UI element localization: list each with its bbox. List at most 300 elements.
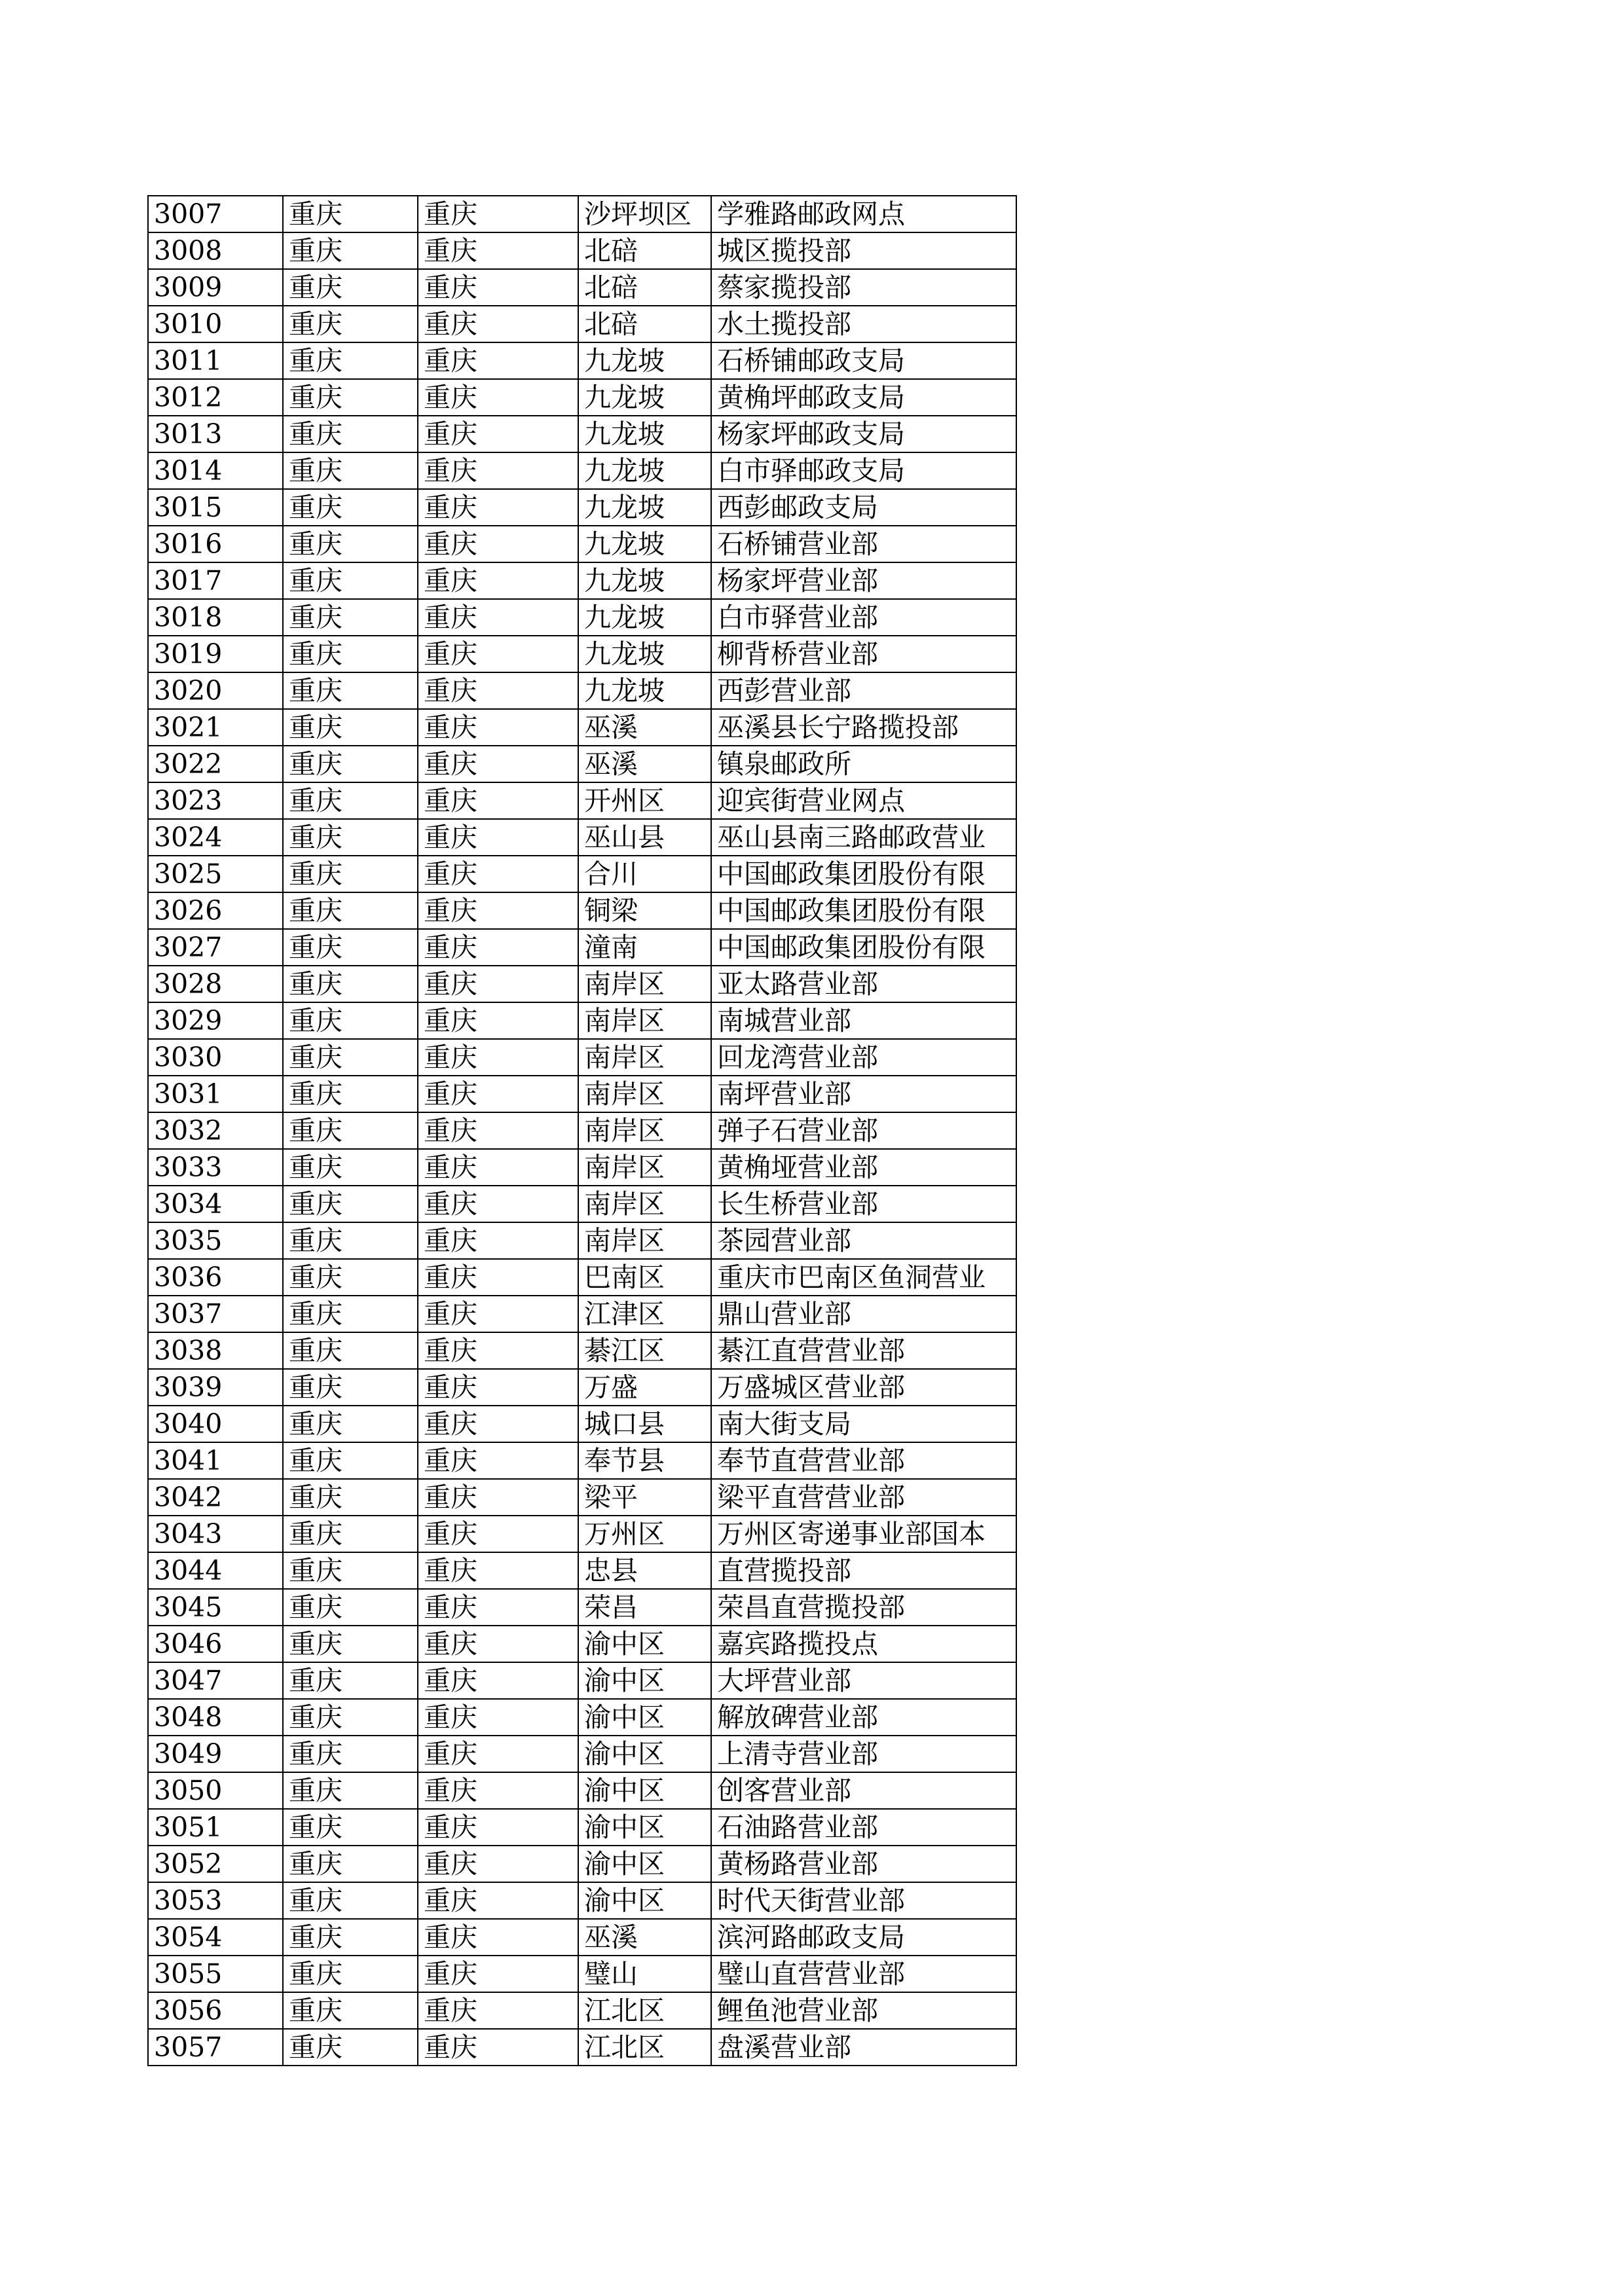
id-cell: 3027 — [148, 929, 283, 966]
outlet-name-cell: 万州区寄递事业部国本 — [711, 1516, 1016, 1552]
city-cell: 重庆 — [418, 452, 578, 489]
id-cell: 3013 — [148, 416, 283, 452]
table-row — [148, 1002, 1016, 1039]
id-cell: 3008 — [148, 232, 283, 269]
id-cell: 3022 — [148, 746, 283, 782]
province-cell: 重庆 — [283, 636, 418, 672]
district-cell: 璧山 — [578, 1956, 711, 1992]
city-cell: 重庆 — [418, 1699, 578, 1736]
province-cell: 重庆 — [283, 342, 418, 379]
province-cell: 重庆 — [283, 1699, 418, 1736]
id-cell: 3054 — [148, 1919, 283, 1956]
table-row — [148, 1259, 1016, 1296]
outlet-name-cell: 柳背桥营业部 — [711, 636, 1016, 672]
province-cell: 重庆 — [283, 966, 418, 1002]
city-cell: 重庆 — [418, 1846, 578, 1882]
outlet-name-cell: 西彭营业部 — [711, 672, 1016, 709]
id-cell: 3045 — [148, 1589, 283, 1626]
table-row — [148, 599, 1016, 636]
outlet-name-cell: 石油路营业部 — [711, 1809, 1016, 1846]
table-row — [148, 1736, 1016, 1772]
outlet-name-cell: 滨河路邮政支局 — [711, 1919, 1016, 1956]
province-cell: 重庆 — [283, 306, 418, 342]
table-row — [148, 1222, 1016, 1259]
city-cell: 重庆 — [418, 1992, 578, 2029]
province-cell: 重庆 — [283, 1039, 418, 1076]
outlet-name-cell: 中国邮政集团股份有限 — [711, 892, 1016, 929]
id-cell: 3019 — [148, 636, 283, 672]
province-cell: 重庆 — [283, 929, 418, 966]
city-cell: 重庆 — [418, 782, 578, 819]
district-cell: 渝中区 — [578, 1662, 711, 1699]
district-cell: 九龙坡 — [578, 452, 711, 489]
outlet-name-cell: 中国邮政集团股份有限 — [711, 929, 1016, 966]
id-cell: 3046 — [148, 1626, 283, 1662]
district-cell: 渝中区 — [578, 1772, 711, 1809]
id-cell: 3053 — [148, 1882, 283, 1919]
outlet-name-cell: 城区揽投部 — [711, 232, 1016, 269]
table-row — [148, 232, 1016, 269]
table-row — [148, 306, 1016, 342]
district-cell: 合川 — [578, 856, 711, 892]
id-cell: 3015 — [148, 489, 283, 526]
province-cell: 重庆 — [283, 379, 418, 416]
district-cell: 江北区 — [578, 2029, 711, 2066]
outlet-name-cell: 回龙湾营业部 — [711, 1039, 1016, 1076]
outlet-name-cell: 西彭邮政支局 — [711, 489, 1016, 526]
table-row — [148, 416, 1016, 452]
outlet-name-cell: 盘溪营业部 — [711, 2029, 1016, 2066]
district-cell: 城口县 — [578, 1406, 711, 1442]
city-cell: 重庆 — [418, 819, 578, 856]
province-cell: 重庆 — [283, 1589, 418, 1626]
province-cell: 重庆 — [283, 562, 418, 599]
id-cell: 3037 — [148, 1296, 283, 1332]
id-cell: 3021 — [148, 709, 283, 746]
district-cell: 南岸区 — [578, 1076, 711, 1112]
city-cell: 重庆 — [418, 1002, 578, 1039]
id-cell: 3041 — [148, 1442, 283, 1479]
province-cell: 重庆 — [283, 1882, 418, 1919]
table-row — [148, 1112, 1016, 1149]
province-cell: 重庆 — [283, 1772, 418, 1809]
id-cell: 3055 — [148, 1956, 283, 1992]
district-cell: 九龙坡 — [578, 342, 711, 379]
province-cell: 重庆 — [283, 892, 418, 929]
city-cell: 重庆 — [418, 1039, 578, 1076]
table-row — [148, 966, 1016, 1002]
id-cell: 3028 — [148, 966, 283, 1002]
table-row — [148, 1882, 1016, 1919]
table-row — [148, 379, 1016, 416]
outlet-name-cell: 中国邮政集团股份有限 — [711, 856, 1016, 892]
outlet-name-cell: 白市驿营业部 — [711, 599, 1016, 636]
city-cell: 重庆 — [418, 1736, 578, 1772]
district-cell: 荣昌 — [578, 1589, 711, 1626]
id-cell: 3035 — [148, 1222, 283, 1259]
outlet-name-cell: 迎宾街营业网点 — [711, 782, 1016, 819]
id-cell: 3057 — [148, 2029, 283, 2066]
outlet-name-cell: 黄杨路营业部 — [711, 1846, 1016, 1882]
district-cell: 开州区 — [578, 782, 711, 819]
id-cell: 3042 — [148, 1479, 283, 1516]
province-cell: 重庆 — [283, 856, 418, 892]
outlet-name-cell: 綦江直营营业部 — [711, 1332, 1016, 1369]
district-cell: 九龙坡 — [578, 489, 711, 526]
outlet-name-cell: 石桥铺邮政支局 — [711, 342, 1016, 379]
table-row — [148, 1552, 1016, 1589]
city-cell: 重庆 — [418, 1516, 578, 1552]
district-cell: 九龙坡 — [578, 379, 711, 416]
outlet-name-cell: 杨家坪营业部 — [711, 562, 1016, 599]
outlet-name-cell: 巫山县南三路邮政营业 — [711, 819, 1016, 856]
city-cell: 重庆 — [418, 416, 578, 452]
province-cell: 重庆 — [283, 232, 418, 269]
city-cell: 重庆 — [418, 1406, 578, 1442]
table-row — [148, 709, 1016, 746]
province-cell: 重庆 — [283, 1516, 418, 1552]
id-cell: 3033 — [148, 1149, 283, 1186]
district-cell: 潼南 — [578, 929, 711, 966]
table-row — [148, 819, 1016, 856]
district-cell: 江北区 — [578, 1992, 711, 2029]
district-cell: 南岸区 — [578, 1039, 711, 1076]
table-row — [148, 856, 1016, 892]
id-cell: 3024 — [148, 819, 283, 856]
id-cell: 3043 — [148, 1516, 283, 1552]
id-cell: 3031 — [148, 1076, 283, 1112]
city-cell: 重庆 — [418, 709, 578, 746]
table-row — [148, 1332, 1016, 1369]
province-cell: 重庆 — [283, 819, 418, 856]
city-cell: 重庆 — [418, 1626, 578, 1662]
district-cell: 九龙坡 — [578, 636, 711, 672]
province-cell: 重庆 — [283, 489, 418, 526]
city-cell: 重庆 — [418, 1296, 578, 1332]
province-cell: 重庆 — [283, 1149, 418, 1186]
city-cell: 重庆 — [418, 892, 578, 929]
city-cell: 重庆 — [418, 1882, 578, 1919]
district-cell: 江津区 — [578, 1296, 711, 1332]
id-cell: 3029 — [148, 1002, 283, 1039]
district-cell: 渝中区 — [578, 1882, 711, 1919]
table-row — [148, 672, 1016, 709]
id-cell: 3044 — [148, 1552, 283, 1589]
table-row — [148, 746, 1016, 782]
table-row — [148, 1369, 1016, 1406]
province-cell: 重庆 — [283, 526, 418, 562]
city-cell: 重庆 — [418, 1589, 578, 1626]
district-cell: 渝中区 — [578, 1699, 711, 1736]
province-cell: 重庆 — [283, 1479, 418, 1516]
city-cell: 重庆 — [418, 1956, 578, 1992]
province-cell: 重庆 — [283, 1222, 418, 1259]
city-cell: 重庆 — [418, 929, 578, 966]
district-cell: 南岸区 — [578, 1186, 711, 1222]
table-row — [148, 1516, 1016, 1552]
city-cell: 重庆 — [418, 526, 578, 562]
id-cell: 3011 — [148, 342, 283, 379]
province-cell: 重庆 — [283, 1626, 418, 1662]
city-cell: 重庆 — [418, 1662, 578, 1699]
id-cell: 3009 — [148, 269, 283, 306]
table-row — [148, 1846, 1016, 1882]
district-cell: 巫溪 — [578, 1919, 711, 1956]
outlet-name-cell: 鼎山营业部 — [711, 1296, 1016, 1332]
city-cell: 重庆 — [418, 379, 578, 416]
district-cell: 万盛 — [578, 1369, 711, 1406]
district-cell: 巫溪 — [578, 709, 711, 746]
city-cell: 重庆 — [418, 1186, 578, 1222]
table-row — [148, 1296, 1016, 1332]
table-row — [148, 929, 1016, 966]
outlet-name-cell: 大坪营业部 — [711, 1662, 1016, 1699]
province-cell: 重庆 — [283, 746, 418, 782]
table-body — [148, 196, 1016, 2066]
table-row — [148, 1772, 1016, 1809]
province-cell: 重庆 — [283, 416, 418, 452]
city-cell: 重庆 — [418, 746, 578, 782]
table-row — [148, 562, 1016, 599]
data-table — [147, 195, 1017, 2066]
district-cell: 巴南区 — [578, 1259, 711, 1296]
id-cell: 3040 — [148, 1406, 283, 1442]
city-cell: 重庆 — [418, 636, 578, 672]
city-cell: 重庆 — [418, 342, 578, 379]
district-cell: 北碚 — [578, 306, 711, 342]
id-cell: 3017 — [148, 562, 283, 599]
table-row — [148, 1149, 1016, 1186]
id-cell: 3047 — [148, 1662, 283, 1699]
outlet-name-cell: 蔡家揽投部 — [711, 269, 1016, 306]
id-cell: 3025 — [148, 856, 283, 892]
table-row — [148, 1589, 1016, 1626]
table-row — [148, 1626, 1016, 1662]
outlet-name-cell: 上清寺营业部 — [711, 1736, 1016, 1772]
outlet-name-cell: 嘉宾路揽投点 — [711, 1626, 1016, 1662]
city-cell: 重庆 — [418, 1112, 578, 1149]
city-cell: 重庆 — [418, 1259, 578, 1296]
province-cell: 重庆 — [283, 1406, 418, 1442]
outlet-name-cell: 创客营业部 — [711, 1772, 1016, 1809]
province-cell: 重庆 — [283, 1736, 418, 1772]
district-cell: 九龙坡 — [578, 416, 711, 452]
outlet-name-cell: 梁平直营营业部 — [711, 1479, 1016, 1516]
city-cell: 重庆 — [418, 1919, 578, 1956]
id-cell: 3018 — [148, 599, 283, 636]
table-row — [148, 1442, 1016, 1479]
district-cell: 梁平 — [578, 1479, 711, 1516]
table-row — [148, 1076, 1016, 1112]
province-cell: 重庆 — [283, 1259, 418, 1296]
id-cell: 3051 — [148, 1809, 283, 1846]
outlet-name-cell: 南城营业部 — [711, 1002, 1016, 1039]
table-row — [148, 1039, 1016, 1076]
district-cell: 綦江区 — [578, 1332, 711, 1369]
city-cell: 重庆 — [418, 1149, 578, 1186]
table-row — [148, 1479, 1016, 1516]
district-cell: 沙坪坝区 — [578, 196, 711, 232]
district-cell: 铜梁 — [578, 892, 711, 929]
city-cell: 重庆 — [418, 1076, 578, 1112]
outlet-name-cell: 白市驿邮政支局 — [711, 452, 1016, 489]
table-row — [148, 2029, 1016, 2066]
province-cell: 重庆 — [283, 452, 418, 489]
outlet-name-cell: 杨家坪邮政支局 — [711, 416, 1016, 452]
id-cell: 3030 — [148, 1039, 283, 1076]
id-cell: 3050 — [148, 1772, 283, 1809]
id-cell: 3020 — [148, 672, 283, 709]
district-cell: 九龙坡 — [578, 526, 711, 562]
id-cell: 3036 — [148, 1259, 283, 1296]
id-cell: 3038 — [148, 1332, 283, 1369]
district-cell: 南岸区 — [578, 1002, 711, 1039]
table-row — [148, 452, 1016, 489]
outlet-name-cell: 荣昌直营揽投部 — [711, 1589, 1016, 1626]
table-row — [148, 1186, 1016, 1222]
province-cell: 重庆 — [283, 1186, 418, 1222]
district-cell: 南岸区 — [578, 1222, 711, 1259]
table-row — [148, 1956, 1016, 1992]
city-cell: 重庆 — [418, 1772, 578, 1809]
id-cell: 3023 — [148, 782, 283, 819]
outlet-name-cell: 镇泉邮政所 — [711, 746, 1016, 782]
city-cell: 重庆 — [418, 672, 578, 709]
outlet-name-cell: 茶园营业部 — [711, 1222, 1016, 1259]
table-row — [148, 526, 1016, 562]
outlet-name-cell: 黄桷坪邮政支局 — [711, 379, 1016, 416]
outlet-name-cell: 长生桥营业部 — [711, 1186, 1016, 1222]
city-cell: 重庆 — [418, 232, 578, 269]
outlet-name-cell: 奉节直营营业部 — [711, 1442, 1016, 1479]
city-cell: 重庆 — [418, 196, 578, 232]
id-cell: 3056 — [148, 1992, 283, 2029]
district-cell: 渝中区 — [578, 1626, 711, 1662]
city-cell: 重庆 — [418, 562, 578, 599]
province-cell: 重庆 — [283, 1369, 418, 1406]
city-cell: 重庆 — [418, 599, 578, 636]
district-cell: 渝中区 — [578, 1809, 711, 1846]
outlet-name-cell: 黄桷垭营业部 — [711, 1149, 1016, 1186]
table-row — [148, 269, 1016, 306]
id-cell: 3014 — [148, 452, 283, 489]
id-cell: 3049 — [148, 1736, 283, 1772]
outlet-name-cell: 亚太路营业部 — [711, 966, 1016, 1002]
id-cell: 3034 — [148, 1186, 283, 1222]
outlet-name-cell: 学雅路邮政网点 — [711, 196, 1016, 232]
province-cell: 重庆 — [283, 196, 418, 232]
district-cell: 南岸区 — [578, 966, 711, 1002]
table-row — [148, 1992, 1016, 2029]
table-row — [148, 892, 1016, 929]
table-row — [148, 782, 1016, 819]
province-cell: 重庆 — [283, 1552, 418, 1589]
id-cell: 3052 — [148, 1846, 283, 1882]
province-cell: 重庆 — [283, 599, 418, 636]
city-cell: 重庆 — [418, 1369, 578, 1406]
id-cell: 3026 — [148, 892, 283, 929]
province-cell: 重庆 — [283, 1846, 418, 1882]
id-cell: 3039 — [148, 1369, 283, 1406]
province-cell: 重庆 — [283, 1112, 418, 1149]
province-cell: 重庆 — [283, 782, 418, 819]
id-cell: 3010 — [148, 306, 283, 342]
district-cell: 九龙坡 — [578, 672, 711, 709]
outlet-name-cell: 巫溪县长宁路揽投部 — [711, 709, 1016, 746]
city-cell: 重庆 — [418, 1809, 578, 1846]
outlet-name-cell: 万盛城区营业部 — [711, 1369, 1016, 1406]
province-cell: 重庆 — [283, 1332, 418, 1369]
outlet-name-cell: 鲤鱼池营业部 — [711, 1992, 1016, 2029]
outlet-name-cell: 南大街支局 — [711, 1406, 1016, 1442]
district-cell: 渝中区 — [578, 1846, 711, 1882]
province-cell: 重庆 — [283, 2029, 418, 2066]
district-cell: 南岸区 — [578, 1112, 711, 1149]
province-cell: 重庆 — [283, 269, 418, 306]
id-cell: 3012 — [148, 379, 283, 416]
district-cell: 北碚 — [578, 232, 711, 269]
outlet-name-cell: 解放碑营业部 — [711, 1699, 1016, 1736]
district-cell: 奉节县 — [578, 1442, 711, 1479]
province-cell: 重庆 — [283, 1076, 418, 1112]
table-row — [148, 489, 1016, 526]
city-cell: 重庆 — [418, 1442, 578, 1479]
province-cell: 重庆 — [283, 1919, 418, 1956]
district-cell: 忠县 — [578, 1552, 711, 1589]
district-cell: 渝中区 — [578, 1736, 711, 1772]
id-cell: 3048 — [148, 1699, 283, 1736]
district-cell: 巫山县 — [578, 819, 711, 856]
table-row — [148, 1919, 1016, 1956]
province-cell: 重庆 — [283, 709, 418, 746]
outlet-name-cell: 弹子石营业部 — [711, 1112, 1016, 1149]
province-cell: 重庆 — [283, 1296, 418, 1332]
province-cell: 重庆 — [283, 1442, 418, 1479]
city-cell: 重庆 — [418, 1222, 578, 1259]
table-row — [148, 1809, 1016, 1846]
city-cell: 重庆 — [418, 1552, 578, 1589]
id-cell: 3007 — [148, 196, 283, 232]
city-cell: 重庆 — [418, 1332, 578, 1369]
city-cell: 重庆 — [418, 856, 578, 892]
city-cell: 重庆 — [418, 966, 578, 1002]
district-cell: 万州区 — [578, 1516, 711, 1552]
province-cell: 重庆 — [283, 1002, 418, 1039]
outlet-name-cell: 直营揽投部 — [711, 1552, 1016, 1589]
city-cell: 重庆 — [418, 306, 578, 342]
table-row — [148, 1662, 1016, 1699]
district-cell: 九龙坡 — [578, 562, 711, 599]
province-cell: 重庆 — [283, 672, 418, 709]
province-cell: 重庆 — [283, 1956, 418, 1992]
district-cell: 九龙坡 — [578, 599, 711, 636]
province-cell: 重庆 — [283, 1662, 418, 1699]
id-cell: 3016 — [148, 526, 283, 562]
province-cell: 重庆 — [283, 1992, 418, 2029]
province-cell: 重庆 — [283, 1809, 418, 1846]
outlet-name-cell: 水土揽投部 — [711, 306, 1016, 342]
district-cell: 南岸区 — [578, 1149, 711, 1186]
city-cell: 重庆 — [418, 489, 578, 526]
outlet-name-cell: 南坪营业部 — [711, 1076, 1016, 1112]
city-cell: 重庆 — [418, 1479, 578, 1516]
district-cell: 北碚 — [578, 269, 711, 306]
outlet-name-cell: 重庆市巴南区鱼洞营业 — [711, 1259, 1016, 1296]
outlet-name-cell: 石桥铺营业部 — [711, 526, 1016, 562]
city-cell: 重庆 — [418, 2029, 578, 2066]
id-cell: 3032 — [148, 1112, 283, 1149]
outlet-name-cell: 时代天街营业部 — [711, 1882, 1016, 1919]
